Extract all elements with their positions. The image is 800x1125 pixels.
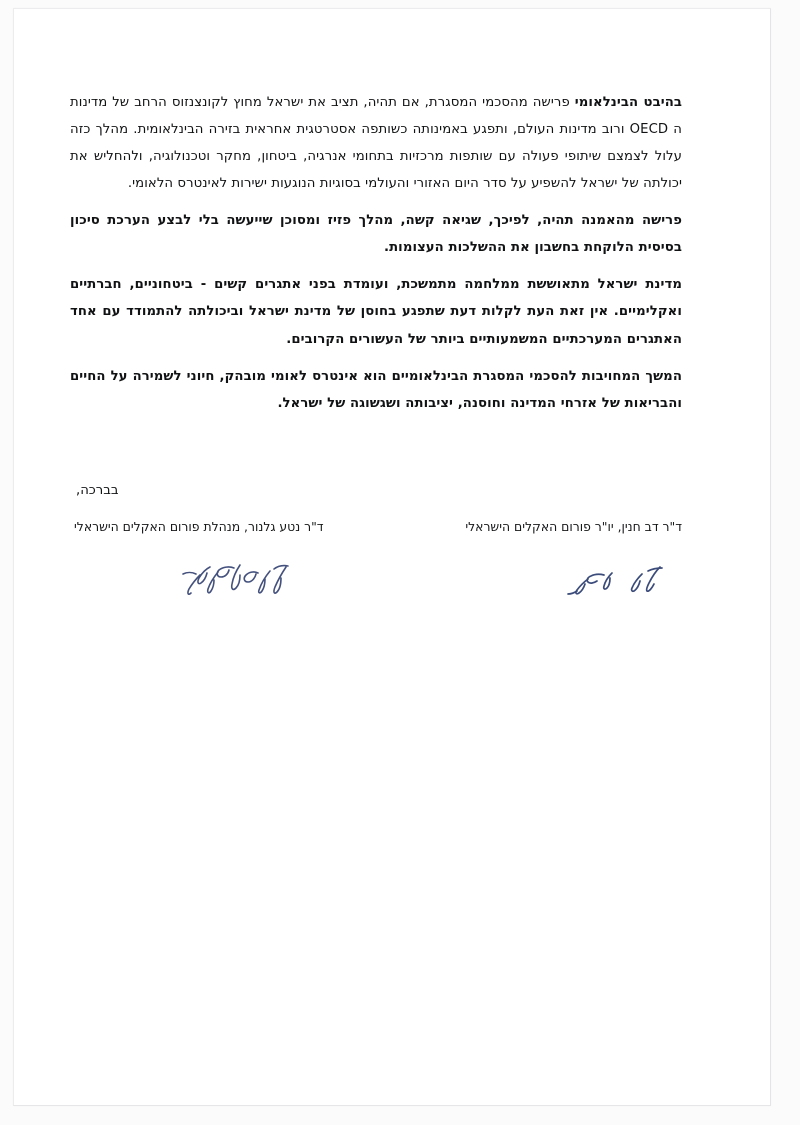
signature-marks-row bbox=[70, 549, 682, 619]
paragraph-international-aspect bbox=[70, 89, 682, 197]
paragraph-1-text: פרישה מהסכמי המסגרת, אם תהיה, תציב את ישראל מחוץ לקונצנזוס הרחב של מדינות ה OECD ורוב מדינות העולם, ותפגע באמינותה כשותפה אסטרטגית אחראית בזירה הבינלאומית. מהלך כזה עלול לצמצם שיתופי פעולה עם שותפות מרכזיות בתחומי אנרגיה, ביטחון, מחקר וטכנולוגיה, ולהחליש את יכולתה של ישראל להשפיע על סדר היום האזורי והעולמי בסוגיות הנוגעות ישירות לאינטרס הלאומי. bbox=[70, 95, 682, 192]
paragraph-withdrawal-risk: פרישה מהאמנה תהיה, לפיכך, שגיאה קשה, מהלך פזיז ומסוכן שייעשה בלי לבצע הערכת סיכון בסיסית הלוקחת בחשבון את ההשלכות העצומות. bbox=[70, 213, 682, 256]
letter-body bbox=[70, 89, 682, 417]
document-page bbox=[13, 8, 771, 1106]
paragraph-continued-commitment: המשך המחויבות להסכמי המסגרת הבינלאומיים הוא אינטרס לאומי מובהק, חיוני לשמירה על החיים והבריאות של אזרחי המדינה וחוסנה, יציבותה ושגשוגה של ישראל. bbox=[70, 368, 682, 411]
closing-salutation: בברכה, bbox=[76, 483, 119, 498]
signatory-names-row bbox=[70, 517, 682, 537]
paragraph-1-bold-lead: בהיבט הבינלאומי bbox=[574, 95, 682, 110]
signatory-chairman-name: ד"ר דב חנין, יו"ר פורום האקלים הישראלי bbox=[465, 519, 682, 534]
signature-mark-director bbox=[178, 551, 298, 607]
closing-salutation-row bbox=[70, 479, 682, 503]
signature-mark-chairman bbox=[564, 557, 676, 603]
signatory-director-name: ד"ר נטע גלנור, מנהלת פורום האקלים הישראלי bbox=[74, 519, 324, 534]
paragraph-israel-challenges: מדינת ישראל מתאוששת ממלחמה מתמשכת, ועומדת בפני אתגרים קשים - ביטחוניים, חברתיים ואקלימיים. אין זאת העת לקלות דעת שתפגע בחוסן של מדינת ישראל וביכולתה להתמודד עם אחד האתגרים המערכתיים המשמעותיים ביותר של העשורים הקרובים. bbox=[70, 277, 682, 347]
